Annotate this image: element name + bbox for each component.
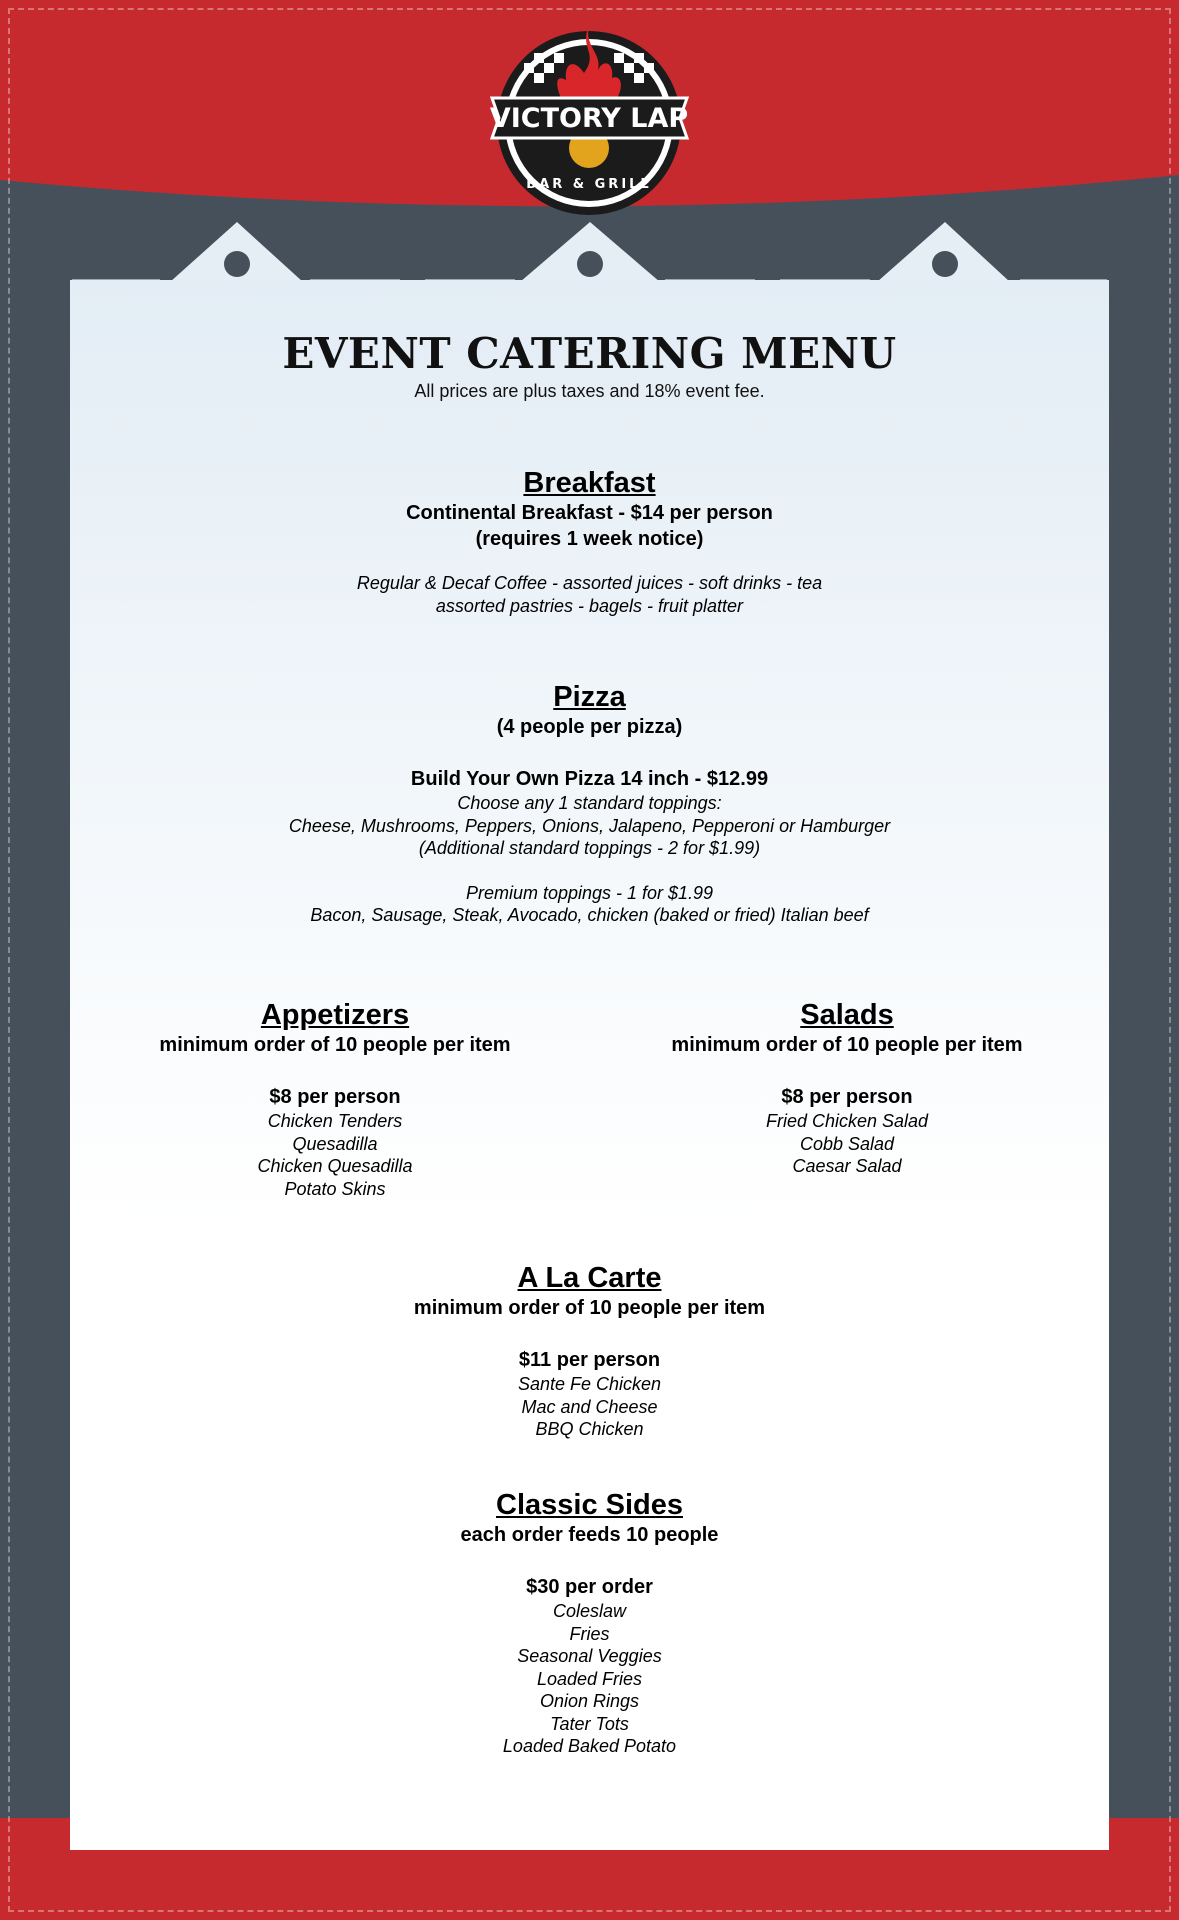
- breakfast-item: assorted pastries - bagels - fruit platter: [435, 595, 744, 616]
- appetizers-section: [110, 998, 560, 1200]
- pizza-line: Cheese, Mushrooms, Peppers, Onions, Jalapeno, Pepperoni or Hamburger: [288, 815, 891, 836]
- section-heading: Classic Sides: [496, 1489, 683, 1521]
- section-heading: Salads: [800, 999, 894, 1031]
- pizza-note: (4 people per pizza): [496, 716, 683, 738]
- hole-center: [577, 251, 603, 277]
- appetizers-item: Potato Skins: [284, 1178, 386, 1199]
- breakfast-notice: (requires 1 week notice): [475, 528, 704, 550]
- sides-item: Seasonal Veggies: [517, 1646, 662, 1666]
- salads-section: [622, 998, 1072, 1178]
- breakfast-section: [70, 466, 1109, 617]
- pizza-build-price: Build Your Own Pizza 14 inch - $12.99: [410, 768, 769, 790]
- pizza-premium: Premium toppings - 1 for $1.99: [465, 882, 714, 903]
- hole-left: [224, 251, 250, 277]
- pizza-section: [70, 680, 1109, 927]
- breakfast-item: Regular & Decaf Coffee - assorted juices - soft drinks - tea: [356, 573, 823, 593]
- sides-item: Loaded Baked Potato: [502, 1736, 677, 1756]
- logo-name: VICTORY LAP: [489, 103, 689, 134]
- breakfast-price: Continental Breakfast - $14 per person: [406, 502, 773, 524]
- appetizers-item: Chicken Tenders: [267, 1111, 403, 1131]
- appetizers-minimum: minimum order of 10 people per item: [159, 1034, 511, 1056]
- alacarte-price: $11 per person: [518, 1349, 661, 1371]
- appetizers-item: Chicken Quesadilla: [257, 1156, 413, 1176]
- section-heading: Pizza: [553, 681, 626, 713]
- sides-item: Tater Tots: [550, 1713, 629, 1734]
- pizza-premium: Bacon, Sausage, Steak, Avocado, chicken (baked or fried) Italian beef: [310, 905, 869, 925]
- salads-item: Caesar Salad: [792, 1156, 902, 1176]
- pizza-line: Choose any 1 standard toppings:: [457, 793, 722, 813]
- victory-lap-logo: [484, 18, 695, 218]
- section-heading: Appetizers: [260, 999, 410, 1031]
- sides-item: Fries: [569, 1623, 610, 1644]
- sides-minimum: each order feeds 10 people: [460, 1524, 719, 1546]
- alacarte-item: BBQ Chicken: [535, 1419, 644, 1439]
- hole-right: [932, 251, 958, 277]
- alacarte-section: [70, 1261, 1109, 1441]
- salads-minimum: minimum order of 10 people per item: [671, 1034, 1023, 1056]
- sides-item: Loaded Fries: [536, 1668, 643, 1689]
- alacarte-item: Sante Fe Chicken: [517, 1374, 662, 1394]
- salads-item: Fried Chicken Salad: [765, 1111, 929, 1131]
- sides-item: Onion Rings: [539, 1691, 640, 1711]
- section-heading: Breakfast: [523, 467, 656, 499]
- salads-item: Cobb Salad: [799, 1133, 895, 1154]
- alacarte-minimum: minimum order of 10 people per item: [413, 1297, 766, 1319]
- sides-item: Coleslaw: [552, 1601, 627, 1621]
- pizza-line: (Additional standard toppings - 2 for $1.99): [418, 838, 761, 858]
- logo-subtitle: BAR & GRILL: [526, 177, 652, 192]
- page-title: EVENT CATERING MENU: [282, 329, 897, 378]
- alacarte-item: Mac and Cheese: [521, 1396, 658, 1417]
- sides-section: [70, 1488, 1109, 1758]
- appetizers-price: $8 per person: [269, 1086, 401, 1108]
- page-subtitle: All prices are plus taxes and 18% event fee.: [414, 381, 765, 401]
- salads-price: $8 per person: [781, 1086, 913, 1108]
- sides-price: $30 per order: [526, 1576, 653, 1598]
- section-heading: A La Carte: [517, 1262, 662, 1294]
- menu-content: [70, 330, 1109, 402]
- appetizers-item: Quesadilla: [292, 1133, 378, 1154]
